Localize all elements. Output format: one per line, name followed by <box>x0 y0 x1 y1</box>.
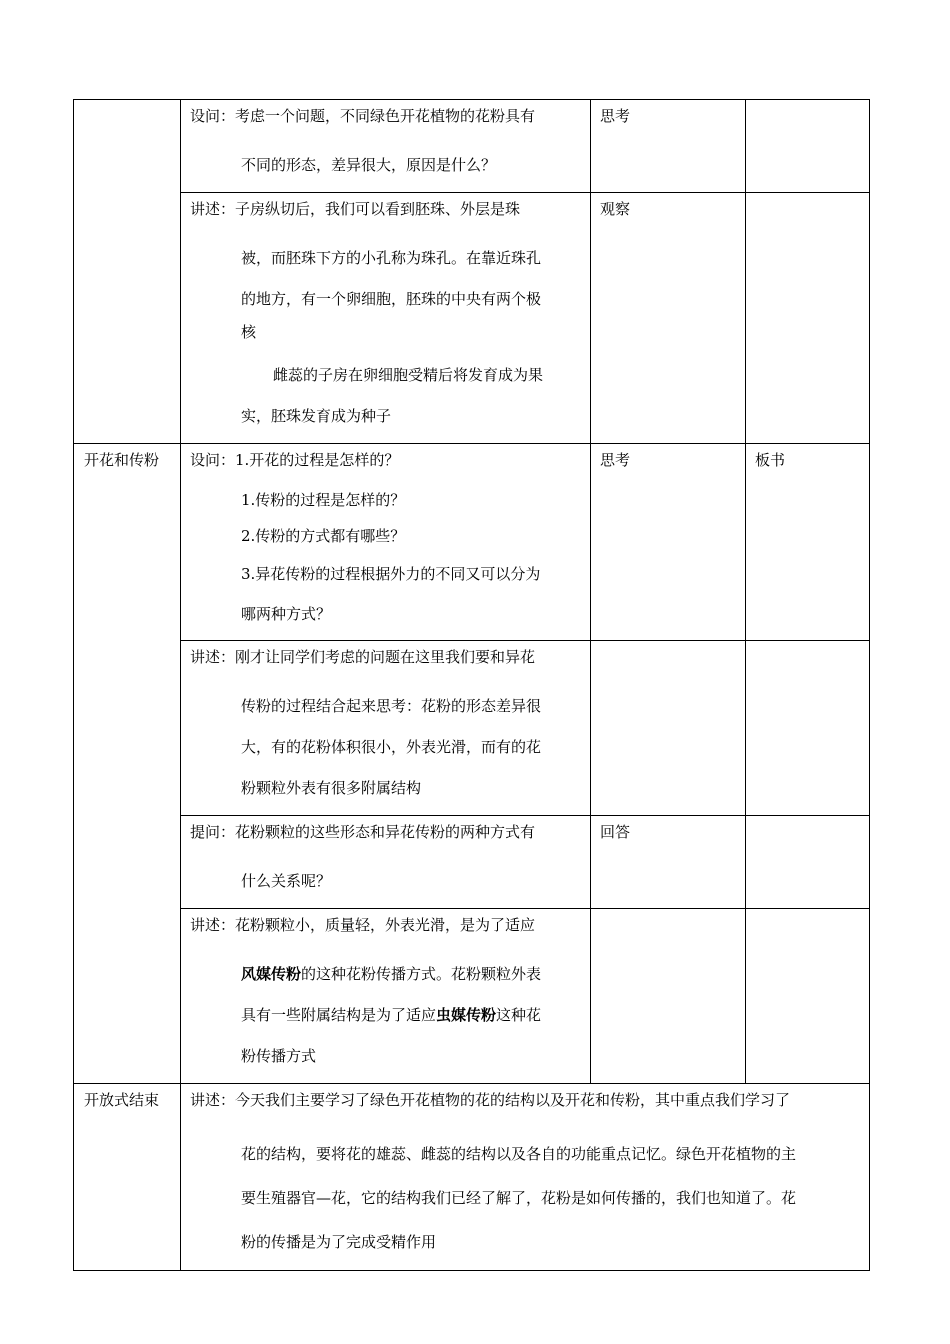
content-line: 讲述：子房纵切后，我们可以看到胚珠、外层是珠 <box>190 200 521 218</box>
activity-cell: 思考 <box>591 444 746 641</box>
note-cell <box>746 100 870 193</box>
content-line: 3.异花传粉的过程根据外力的不同又可以分为 <box>241 565 541 583</box>
table-row <box>74 816 870 909</box>
content-line: 设问：1.开花的过程是怎样的？ <box>190 451 400 469</box>
content-cell <box>181 816 591 909</box>
content-cell <box>181 909 591 1084</box>
content-line: 核 <box>241 323 257 341</box>
content-line: 风媒传粉的这种花粉传播方式。花粉颗粒外表 <box>241 965 542 983</box>
keyword-wind-pollination: 风媒传粉 <box>241 965 302 983</box>
content-line: 雌蕊的子房在卵细胞受精后将发育成为果 <box>273 366 544 384</box>
content-line: 具有一些附属结构是为了适应虫媒传粉这种花 <box>241 1006 542 1024</box>
content-line: 粉传播方式 <box>241 1047 317 1065</box>
content-line: 的地方，有一个卵细胞，胚珠的中央有两个极 <box>241 290 542 308</box>
content-line: 哪两种方式？ <box>241 605 332 623</box>
content-line: 传粉的过程结合起来思考：花粉的形态差异很 <box>241 697 542 715</box>
content-cell <box>181 1084 870 1271</box>
note-cell <box>746 193 870 444</box>
content-cell <box>181 641 591 816</box>
content-line: 什么关系呢？ <box>241 872 332 890</box>
content-line: 花的结构，要将花的雄蕊、雌蕊的结构以及各自的功能重点记忆。绿色开花植物的主 <box>241 1145 797 1163</box>
content-cell <box>181 444 591 641</box>
table-row <box>74 444 870 641</box>
content-line: 不同的形态，差异很大，原因是什么？ <box>241 156 497 174</box>
content-line: 1.传粉的过程是怎样的？ <box>241 491 406 509</box>
content-line: 要生殖器官—花，它的结构我们已经了解了，花粉是如何传播的，我们也知道了。花 <box>241 1189 797 1207</box>
content-cell <box>181 193 591 444</box>
activity-cell <box>591 909 746 1084</box>
table-row <box>74 641 870 816</box>
table-row <box>74 193 870 444</box>
table-row <box>74 100 870 193</box>
table-row <box>74 1084 870 1271</box>
stage-cell: 开花和传粉 <box>74 444 181 1084</box>
content-line: 被，而胚珠下方的小孔称为珠孔。在靠近珠孔 <box>241 249 542 267</box>
content-line: 粉的传播是为了完成受精作用 <box>241 1233 437 1251</box>
activity-cell: 思考 <box>591 100 746 193</box>
table-row <box>74 909 870 1084</box>
stage-cell <box>74 100 181 444</box>
keyword-insect-pollination: 虫媒传粉 <box>436 1006 497 1024</box>
content-cell <box>181 100 591 193</box>
activity-cell <box>591 641 746 816</box>
note-cell: 板书 <box>746 444 870 641</box>
note-cell <box>746 909 870 1084</box>
content-line: 实，胚珠发育成为种子 <box>241 407 392 425</box>
content-line: 讲述：花粉颗粒小，质量轻，外表光滑，是为了适应 <box>190 916 536 934</box>
stage-cell: 开放式结束 <box>74 1084 181 1271</box>
content-line: 设问：考虑一个问题，不同绿色开花植物的花粉具有 <box>190 107 536 125</box>
activity-cell: 观察 <box>591 193 746 444</box>
content-line: 2.传粉的方式都有哪些？ <box>241 527 406 545</box>
activity-cell: 回答 <box>591 816 746 909</box>
note-cell <box>746 641 870 816</box>
content-line: 讲述：今天我们主要学习了绿色开花植物的花的结构以及开花和传粉，其中重点我们学习了 <box>190 1091 791 1109</box>
lesson-plan-table <box>73 99 870 1271</box>
content-line: 提问：花粉颗粒的这些形态和异花传粉的两种方式有 <box>190 823 536 841</box>
content-line: 粉颗粒外表有很多附属结构 <box>241 779 422 797</box>
note-cell <box>746 816 870 909</box>
content-line: 大，有的花粉体积很小，外表光滑，而有的花 <box>241 738 542 756</box>
content-line: 讲述：刚才让同学们考虑的问题在这里我们要和异花 <box>190 648 536 666</box>
